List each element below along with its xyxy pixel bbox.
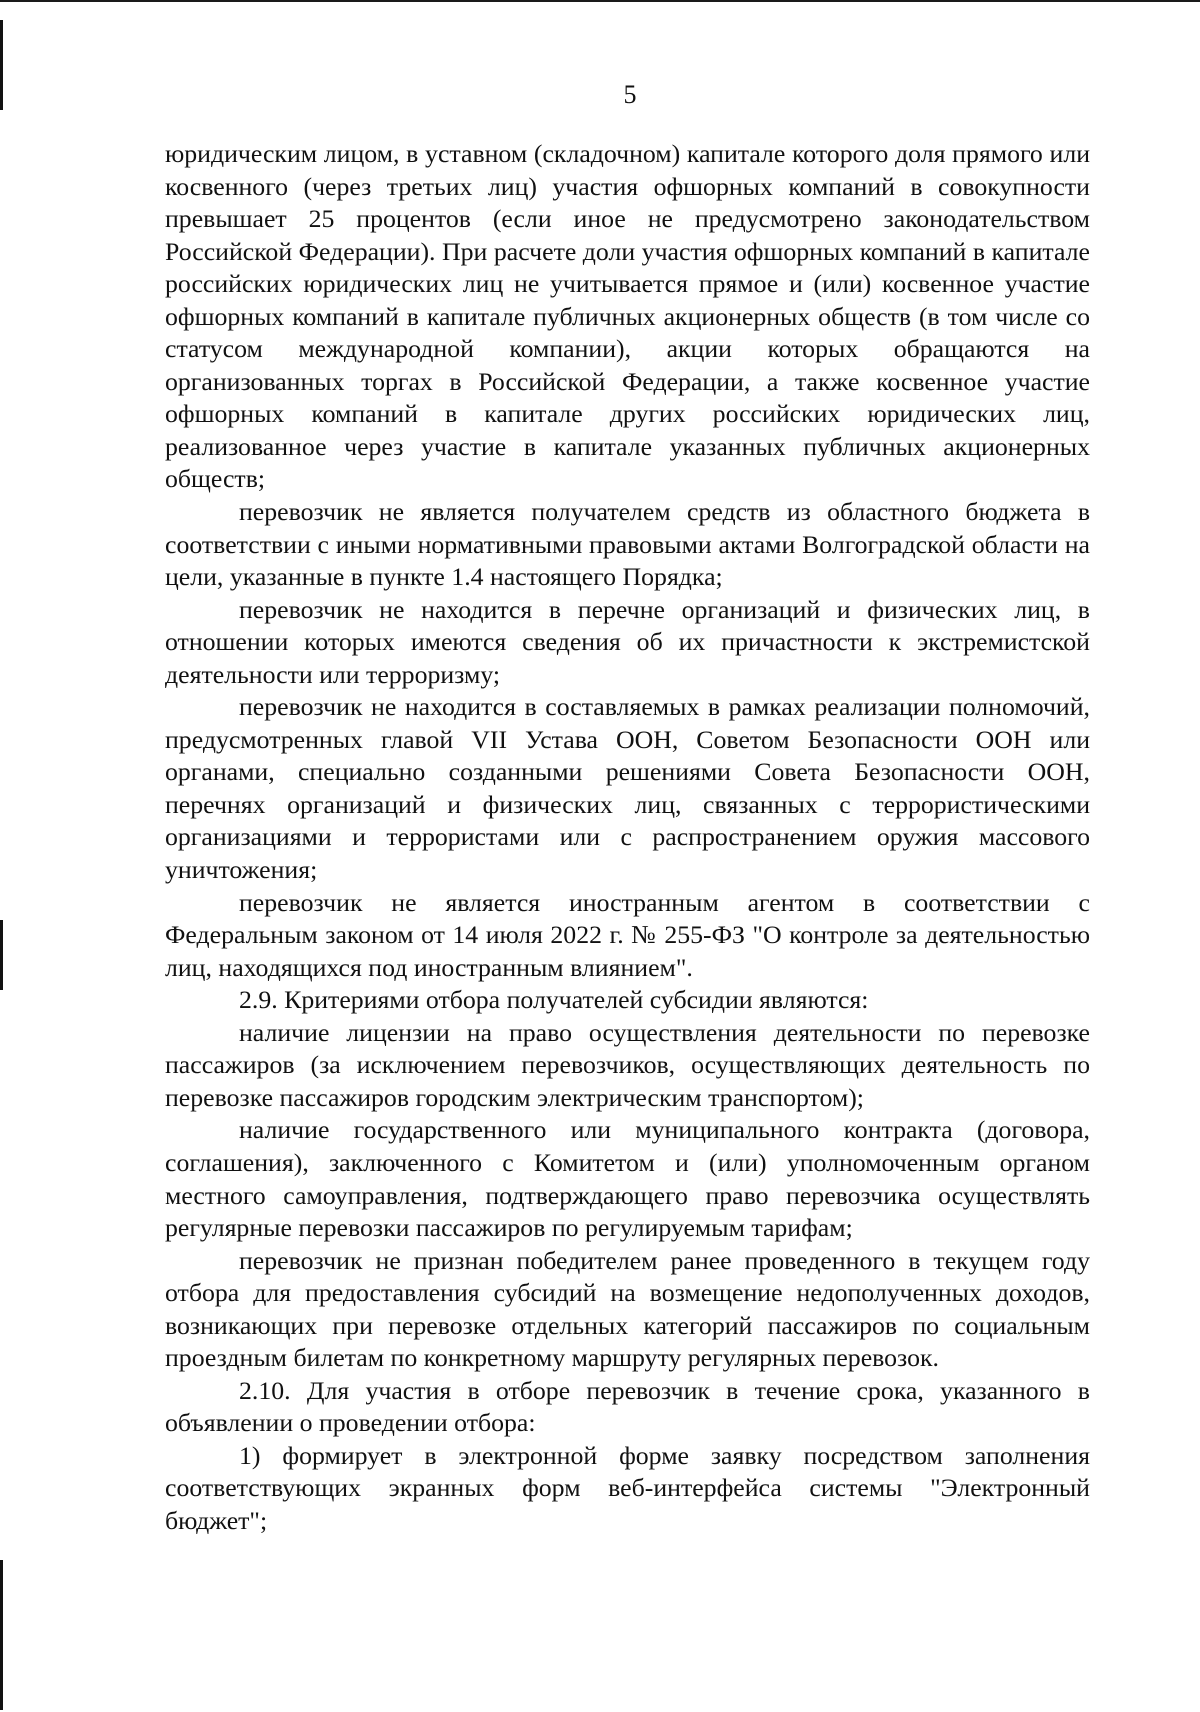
- paragraph-not-foreign-agent: перевозчик не является иностранным агентом в соответствии с Федеральным законом от 14 июля 2022 г. № 255-ФЗ "О контроле за деятельностью лиц, находящихся под иностранным влиянием".: [165, 887, 1090, 982]
- scan-edge-top: [0, 0, 1200, 2]
- paragraph-not-winner-criterion: перевозчик не признан победителем ранее проведенного в текущем году отбора для предоставления субсидий на возмещение недополученных доходов, возникающих при перевозке отдельных категорий пассажиров по социальным проездным билетам по конкретному маршруту регулярных перевозок.: [165, 1245, 1090, 1373]
- page-number: 5: [623, 80, 637, 109]
- paragraph-not-budget-recipient: перевозчик не является получателем средств из областного бюджета в соответствии с иными нормативными правовыми актами Волгоградской области на цели, указанные в пункте 1.4 настоящего Порядка;: [165, 497, 1090, 592]
- document-body: [165, 138, 1090, 1538]
- paragraph-section-2-9: 2.9. Критериями отбора получателей субсидии являются:: [239, 985, 869, 1015]
- scan-edge-left: [0, 920, 3, 990]
- paragraph-application-form: 1) формирует в электронной форме заявку посредством заполнения соответствующих экранных форм веб-интерфейса системы "Электронный бюджет";: [165, 1440, 1090, 1535]
- scan-edge-left: [0, 1560, 3, 1710]
- paragraph-not-in-un-sanctions-list: перевозчик не находится в составляемых в рамках реализации полномочий, предусмотренных главой VII Устава ООН, Советом Безопасности ООН или органами, специально созданными решениями Совета Безопасности ООН, перечнях организаций и физических лиц, связанных с террористическими организациями и террористами или с распространением оружия массового уничтожения;: [165, 692, 1090, 885]
- paragraph-offshore-participation: юридическим лицом, в уставном (складочном) капитале которого доля прямого или косвенного (через третьих лиц) участия офшорных компаний в совокупности превышает 25 процентов (если иное не предусмотрено законодательством Российской Федерации). При расчете доли участия офшорных компаний в капитале российских юридических лиц не учитывается прямое и (или) косвенное участие офшорных компаний в капитале публичных акционерных обществ (в том числе со статусом международной компании), акции которых обращаются на организованных торгах в Российской Федерации, а также косвенное участие офшорных компаний в капитале других российских юридических лиц, реализованное через участие в капитале указанных публичных акционерных обществ;: [165, 139, 1090, 494]
- paragraph-section-2-10: 2.10. Для участия в отборе перевозчик в течение срока, указанного в объявлении о проведении отбора:: [165, 1375, 1090, 1438]
- paragraph-license-criterion: наличие лицензии на право осуществления деятельности по перевозке пассажиров (за исключением перевозчиков, осуществляющих деятельность по перевозке пассажиров городским электрическим транспортом);: [165, 1017, 1090, 1112]
- paragraph-contract-criterion: наличие государственного или муниципального контракта (договора, соглашения), заключенного с Комитетом и (или) уполномоченным органом местного самоуправления, подтверждающего право перевозчика осуществлять регулярные перевозки пассажиров по регулируемым тарифам;: [165, 1115, 1090, 1243]
- paragraph-not-in-extremism-list: перевозчик не находится в перечне организаций и физических лиц, в отношении которых имеются сведения об их причастности к экстремистской деятельности или терроризму;: [165, 594, 1090, 689]
